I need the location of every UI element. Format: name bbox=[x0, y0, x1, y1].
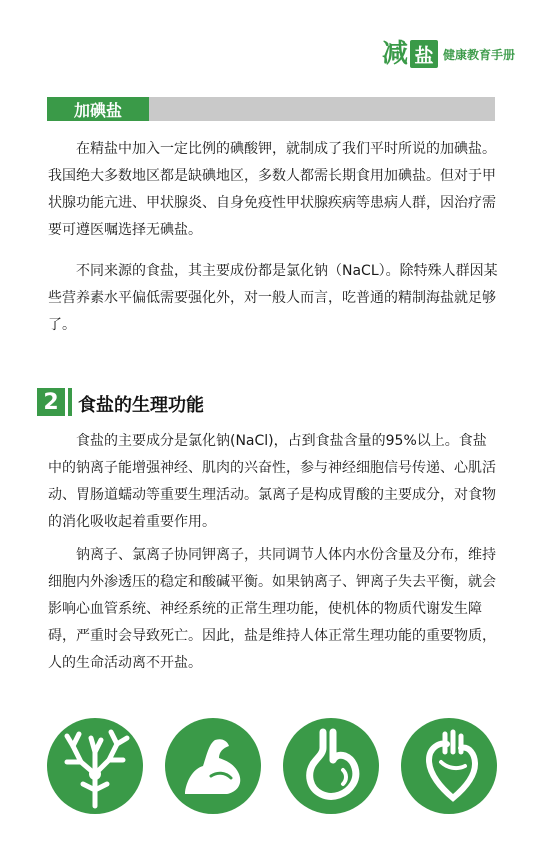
brand-char-yan: 盐 bbox=[410, 40, 438, 68]
heart-icon bbox=[401, 718, 497, 814]
paragraph-salt-sources: 不同来源的食盐，其主要成份都是氯化钠（NaCL）。除特殊人群因某些营养素水平偏低需要强化外，对一般人而言，吃普通的精制海盐就足够了。 bbox=[48, 263, 498, 333]
paragraph-ion-balance: 钠离子、氯离子协同钾离子，共同调节人体内水份含量及分布，维持细胞内外渗透压的稳定和酸碱平衡。如果钠离子、钾离子失去平衡，就会影响心血管系统、神经系统的正常生理功能，使机体的物质代谢发生障碍，严重时会导致死亡。因此，盐是维持人体正常生理功能的重要物质，人的生命活动离不开盐。 bbox=[48, 547, 496, 671]
brand-title: 健康教育手册 bbox=[442, 47, 515, 62]
paragraph-salt-function: 食盐的主要成分是氯化钠(NaCl)，占到食盐含量的95%以上。食盐中的钠离子能增强神经、肌肉的兴奋性，参与神经细胞信号传递、心肌活动、胃肠道蠕动等重要生理活动。氯离子是构成胃酸的主要成分，对食物的消化吸收起着重要作用。 bbox=[48, 433, 496, 530]
paragraph-iodized-salt: 在精盐中加入一定比例的碘酸钾，就制成了我们平时所说的加碘盐。我国绝大多数地区都是缺碘地区，多数人都需长期食用加碘盐。但对于甲状腺功能亢进、甲状腺炎、自身免疫性甲状腺疾病等患病人群，因治疗需要可遵医嘱选择无碘盐。 bbox=[48, 141, 496, 238]
neuron-icon bbox=[47, 718, 143, 814]
section-label: 加碘盐 bbox=[47, 97, 149, 121]
section-number-stripe bbox=[68, 388, 72, 416]
stomach-icon bbox=[283, 718, 379, 814]
arm-muscle-icon bbox=[165, 718, 261, 814]
brand-char-jian: 减 bbox=[381, 39, 408, 69]
icon-row bbox=[0, 718, 545, 818]
section-number-badge: 2 bbox=[37, 388, 65, 416]
brand-logo bbox=[382, 40, 515, 68]
section-heading: 食盐的生理功能 bbox=[78, 395, 204, 416]
